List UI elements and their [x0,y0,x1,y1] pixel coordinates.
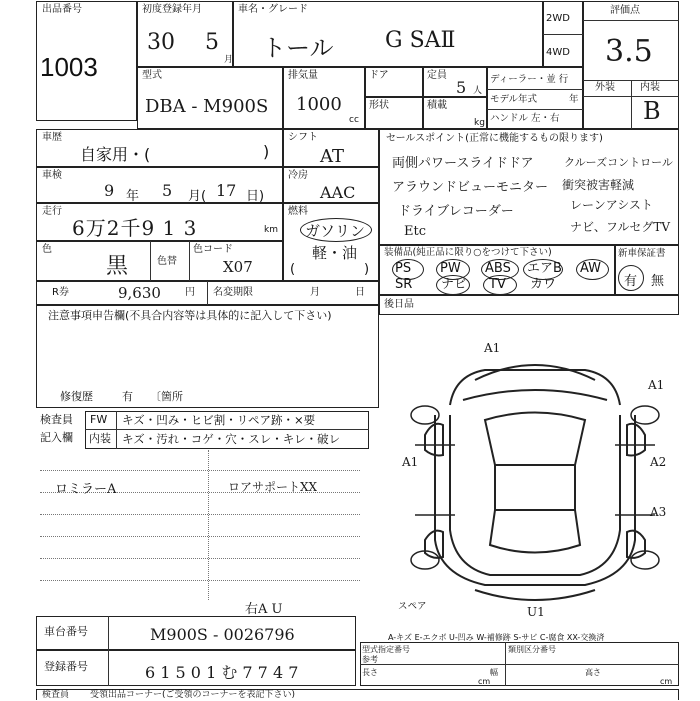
displacement-unit: cc [349,115,359,125]
history-close: ) [263,142,270,161]
mileage-value: 6万2千9 1 3 [72,216,198,240]
shift-value: AT [320,146,345,167]
dealer-label: ディーラー・並 行 [490,74,569,85]
car-grade: G SAⅡ [385,28,456,53]
checker-int: 内装 [89,432,111,445]
mark-a1-top: A1 [484,341,501,355]
displacement-label: 排気量 [288,70,318,81]
mark-a3: A3 [650,505,667,519]
inspection-year: 9 [104,181,115,200]
capacity-unit: 人 [473,86,483,96]
drive-2wd: 2WD [546,13,570,24]
aftermarket-label: 後日品 [384,299,414,310]
handle-label: ハンドル 左・右 [490,113,560,124]
recycle-label: R券 [52,287,69,298]
car-damage-diagram [395,345,675,615]
aircon-label: 冷房 [288,170,308,181]
fuel-paren-open: ( [290,262,296,277]
equip-leather: カワ [530,277,557,292]
reg-month-unit: 月 [224,55,234,65]
capacity-value: 5 [456,78,467,97]
chassis-label: 車台番号 [44,625,88,638]
note-3: 右A U [245,602,283,617]
spec-ref: 参考 [362,655,378,664]
exterior-label: 外装 [595,82,615,93]
recycle-month: 月 [310,287,320,298]
mileage-unit: km [264,225,278,235]
history-value: 自家用・( [80,145,151,164]
displacement-value: 1000 [296,94,342,115]
reg-label: 初度登録年月 [142,4,202,15]
inspection-month-unit: 月( [188,189,207,204]
model-label: 型式 [142,70,162,81]
warranty-label: 新車保証書 [618,248,666,259]
history-label: 車歴 [42,132,62,143]
model-year-unit: 年 [569,94,579,105]
sales-line-3: ドライブレコーダー [398,204,514,219]
car-name: トール [262,34,334,62]
sales-right-1: クルーズコントロール [564,156,673,169]
lot-label: 出品番号 [42,4,82,15]
model-year-label: モデル年式 [490,94,538,105]
warranty-yes: 有 [624,274,638,289]
color-value: 黒 [106,254,129,279]
inspection-month: 5 [162,181,173,200]
color-code-label: 色コード [193,244,233,255]
mark-a1-left: A1 [402,455,419,469]
footer-label: 検査員 [42,690,70,700]
equip-airbag: エアB [527,261,562,276]
car-label: 車名・グレード [238,4,308,15]
spec-width: 幅 [490,668,498,677]
repair-place: 〔箇所 [150,390,183,403]
repair-value: 有 [122,390,133,403]
mileage-label: 走行 [42,206,62,217]
mark-a1-right: A1 [648,378,665,392]
drive-4wd: 4WD [546,47,570,58]
chassis-value: M900S - 0026796 [150,625,295,644]
load-label: 積載 [427,100,447,111]
checker-label-2: 記入欄 [40,431,73,444]
recycle-unit: 円 [185,287,195,298]
shift-label: シフト [288,132,318,143]
reg-month: 5 [205,30,219,55]
fuel-paren-close: ) [364,262,370,277]
reg-year: 30 [147,30,175,55]
load-unit: kg [474,118,485,128]
inspection-day-unit: 日) [246,189,265,204]
equip-navi: ナビ [441,277,468,292]
repair-label: 修復歴 [60,390,93,403]
inspection-year-unit: 年 [126,189,140,204]
equip-aw: AW [580,261,602,276]
inspection-day: 17 [216,181,237,200]
spec-class-label: 類別区分番号 [508,645,556,654]
model-value: DBA - M900S [145,96,269,117]
spec-cm-1: cm [478,677,491,686]
spare-label: スペア [398,601,427,612]
plate-value: 6 1 5 0 1 む 7 7 4 7 [145,663,299,682]
spec-type-label: 型式指定番号 [362,645,410,654]
color-change-label: 色替 [157,256,177,267]
notes-grid [40,450,360,600]
checker-int-items: キズ・汚れ・コゲ・穴・スレ・キレ・破レ [122,432,341,446]
equip-pw: PW [440,261,461,276]
color-code: X07 [223,258,253,276]
inspection-label: 車検 [42,170,62,181]
equip-sr: SR [395,277,413,292]
sales-right-4: ナビ、フルセグTV [570,220,671,234]
lot-number: 1003 [40,52,98,82]
equip-ps: PS [395,261,412,276]
note-1: ロミラーA [55,482,117,497]
fuel-value: ガソリン [305,222,366,240]
interior-label: 内装 [640,82,660,93]
equip-tv: TV [489,277,506,292]
spec-height: 高さ [585,668,601,677]
sales-line-1: 両側パワースライドドア [392,156,534,171]
footer-text: 受領出品コーナー(ご受領のコーナーを表記下さい) [90,690,296,700]
equip-abs: ABS [485,261,511,276]
spec-cm-2: cm [660,677,673,686]
recycle-deadline: 名変期限 [213,287,253,298]
fuel-label: 燃料 [288,206,308,217]
recycle-value: 9,630 [118,284,161,302]
checker-fw: FW [90,413,108,426]
checker-fw-items: キズ・凹み・ヒビ割・リペア跡・×要 [122,413,316,427]
sales-label: セールスポイント(正常に機能するもの限ります) [386,133,603,144]
sales-line-4: Etc [404,224,426,239]
spec-length: 長さ [362,668,378,677]
mark-u1: U1 [527,605,545,619]
damage-legend: A-キズ E-エクボ U-凹み W-補修跡 S-サビ C-腐食 XX-交換済 [388,633,605,642]
capacity-label: 定員 [427,70,447,81]
sales-right-3: レーンアシスト [570,198,653,212]
score-label: 評価点 [610,5,640,16]
aircon-value: AAC [320,183,356,202]
note-2: ロアサポートXX [228,480,318,494]
interior-value: B [643,97,661,125]
checker-label-1: 検査員 [40,413,73,426]
shape-label: 形状 [369,100,389,111]
doors-label: ドア [369,70,389,81]
color-label: 色 [42,244,52,255]
fuel-value2: 軽・油 [312,244,358,262]
history-box [36,129,283,167]
plate-label: 登録番号 [44,660,88,673]
score-value: 3.5 [605,34,653,69]
mark-a2: A2 [650,455,667,469]
aftermarket-box [379,295,679,315]
sales-line-2: アラウンドビューモニター [392,180,549,195]
warranty-no: 無 [651,274,665,289]
sales-right-2: 衝突被害軽減 [562,178,635,192]
recycle-day: 日 [355,287,365,298]
equip-label: 装備品(純正品に限り○をつけて下さい) [384,247,552,258]
notice-label: 注意事項申告欄(不具合内容等は具体的に記入して下さい) [48,309,332,322]
